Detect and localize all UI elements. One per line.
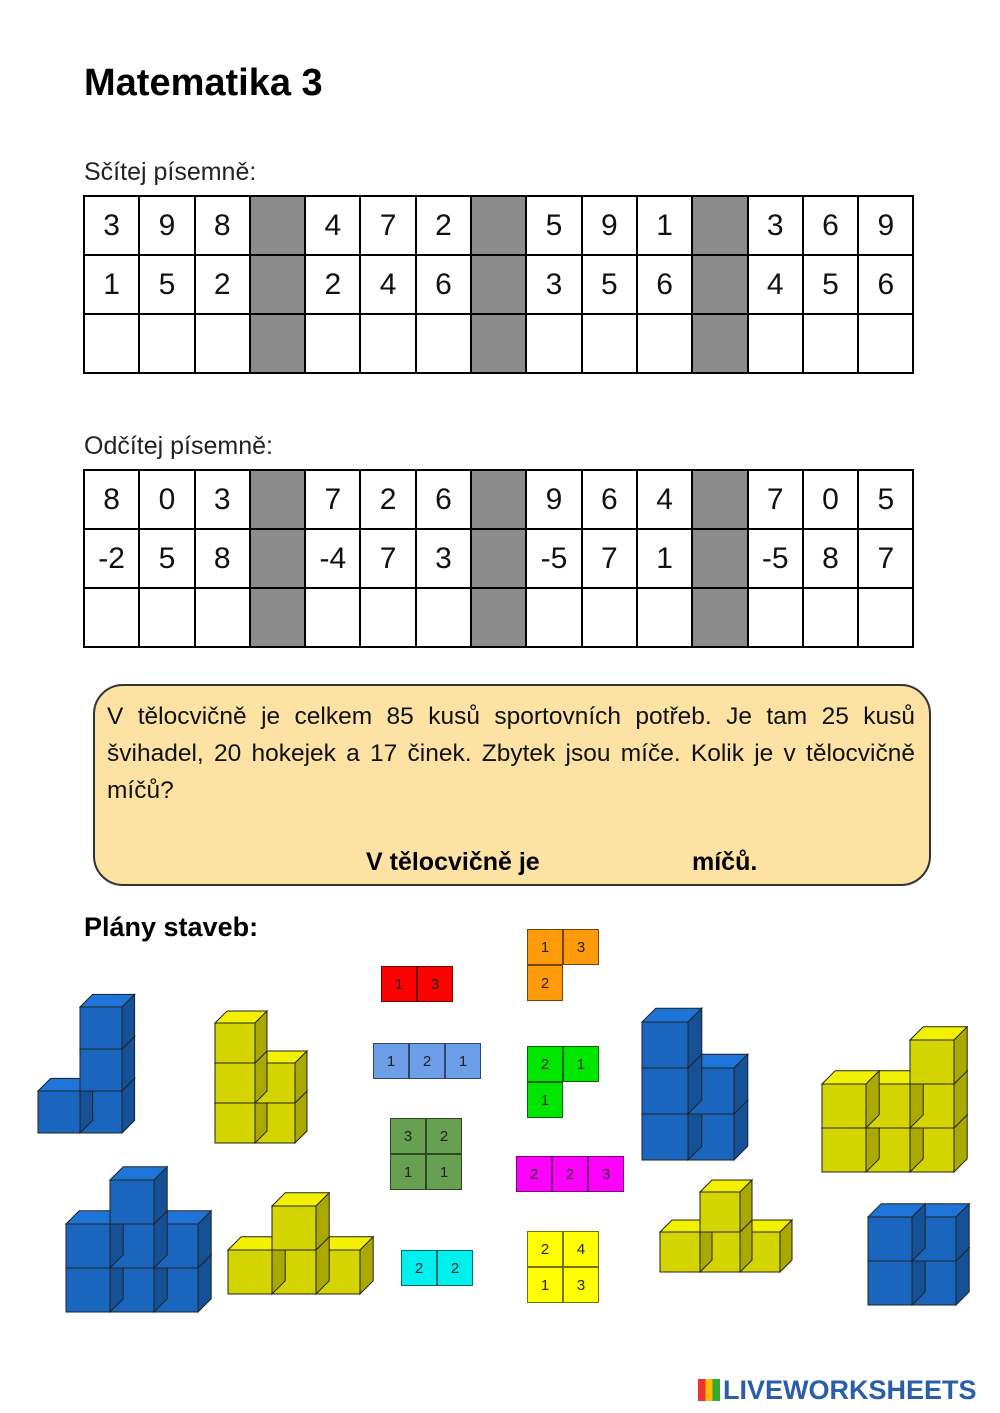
digit-cell: 3 — [748, 196, 803, 255]
plan-cell: 4 — [563, 1231, 599, 1267]
cube-face — [822, 1084, 866, 1128]
plan-cell: 1 — [390, 1154, 426, 1190]
digit-cell: 1 — [84, 255, 139, 314]
digit-cell: 3 — [84, 196, 139, 255]
cube-face — [110, 1180, 154, 1224]
plan-cell: 1 — [445, 1043, 481, 1079]
answer-suffix: míčů. — [692, 848, 758, 876]
plan-cell: 2 — [437, 1250, 473, 1286]
digit-cell: 9 — [582, 196, 637, 255]
digit-cell: 4 — [305, 196, 360, 255]
digit-cell: -5 — [526, 529, 581, 588]
plan-cell: 1 — [381, 966, 417, 1002]
cube-face — [80, 1049, 122, 1091]
digit-cell: 8 — [195, 196, 250, 255]
digit-cell: -5 — [748, 529, 803, 588]
cube-face — [642, 1068, 688, 1114]
plan-cell: 1 — [527, 1082, 563, 1118]
cube-face — [868, 1217, 912, 1261]
plan-cell: 1 — [373, 1043, 409, 1079]
page-title: Matematika 3 — [84, 62, 323, 104]
cube-face — [80, 1007, 122, 1049]
digit-cell: 9 — [526, 470, 581, 529]
cube-face — [910, 1040, 954, 1084]
digit-cell: 2 — [360, 470, 415, 529]
plan-cell: 2 — [527, 965, 563, 1001]
cube-face — [700, 1192, 740, 1232]
digit-cell: 6 — [582, 470, 637, 529]
plan-cell: 2 — [401, 1250, 437, 1286]
digit-cell: 5 — [526, 196, 581, 255]
cube-face — [660, 1232, 700, 1272]
cube-face — [66, 1268, 110, 1312]
plan-cell: 2 — [552, 1156, 588, 1192]
plan-cell: 1 — [563, 1046, 599, 1082]
digit-cell: 6 — [637, 255, 692, 314]
digit-cell: 7 — [748, 470, 803, 529]
cube-building — [822, 1027, 967, 1172]
plan-cell: 3 — [417, 966, 453, 1002]
cube-building — [66, 1167, 211, 1312]
addition-label: Sčítej písemně: — [84, 158, 257, 186]
digit-cell: 6 — [803, 196, 858, 255]
subtraction-label: Odčítej písemně: — [84, 432, 273, 460]
plan-cell: 3 — [390, 1118, 426, 1154]
plan-cell: 1 — [426, 1154, 462, 1190]
digit-cell: 1 — [637, 529, 692, 588]
cube-face — [215, 1063, 255, 1103]
cube-face — [642, 1114, 688, 1160]
plan-cell: 2 — [527, 1231, 563, 1267]
plan-cell: 3 — [588, 1156, 624, 1192]
digit-cell: 8 — [84, 470, 139, 529]
cube-building — [38, 994, 135, 1133]
cube-face — [822, 1128, 866, 1172]
digit-cell: 1 — [637, 196, 692, 255]
plan-cell: 1 — [527, 1267, 563, 1303]
plan-cell: 2 — [409, 1043, 445, 1079]
plan-cell: 1 — [527, 929, 563, 965]
cube-building — [868, 1204, 969, 1305]
cube-face — [215, 1103, 255, 1143]
word-problem-text: V tělocvičně je celkem 85 kusů sportovních potřeb. Je tam 25 kusů švihadel, 20 hokejek a 17 činek. Zbytek jsou míče. Kolik je v tělocvičně míčů? — [107, 703, 915, 804]
plan-cell: 2 — [426, 1118, 462, 1154]
digit-cell: 5 — [582, 255, 637, 314]
cube-face — [272, 1206, 316, 1250]
digit-cell: 4 — [360, 255, 415, 314]
digit-cell: -4 — [305, 529, 360, 588]
cube-face — [38, 1091, 80, 1133]
digit-cell: 2 — [416, 196, 471, 255]
digit-cell: 0 — [139, 470, 194, 529]
digit-cell: 3 — [416, 529, 471, 588]
cube-building — [228, 1193, 373, 1294]
cube-face — [215, 1023, 255, 1063]
digit-cell: 3 — [526, 255, 581, 314]
answer-prefix: V tělocvičně je — [366, 848, 540, 876]
digit-cell: 4 — [637, 470, 692, 529]
liveworksheets-logo: LIVEWORKSHEETS — [698, 1375, 977, 1406]
digit-cell: 4 — [748, 255, 803, 314]
digit-cell: 7 — [305, 470, 360, 529]
cube-face — [66, 1224, 110, 1268]
digit-cell: 6 — [858, 255, 913, 314]
digit-cell: 3 — [195, 470, 250, 529]
digit-cell: 6 — [416, 255, 471, 314]
digit-cell: -2 — [84, 529, 139, 588]
plan-cell: 3 — [563, 929, 599, 965]
digit-cell: 2 — [305, 255, 360, 314]
digit-cell: 9 — [858, 196, 913, 255]
digit-cell: 9 — [139, 196, 194, 255]
digit-cell: 8 — [195, 529, 250, 588]
digit-cell: 6 — [416, 470, 471, 529]
digit-cell: 7 — [360, 529, 415, 588]
digit-cell: 7 — [360, 196, 415, 255]
digit-cell: 5 — [803, 255, 858, 314]
digit-cell: 7 — [582, 529, 637, 588]
digit-cell: 5 — [139, 255, 194, 314]
cube-face — [642, 1022, 688, 1068]
digit-cell: 8 — [803, 529, 858, 588]
plan-cell: 2 — [516, 1156, 552, 1192]
cube-building — [215, 1011, 307, 1143]
cube-building — [642, 1008, 748, 1160]
digit-cell: 2 — [195, 255, 250, 314]
digit-cell: 0 — [803, 470, 858, 529]
cube-face — [868, 1261, 912, 1305]
digit-cell: 7 — [858, 529, 913, 588]
digit-cell: 5 — [139, 529, 194, 588]
plans-title: Plány staveb: — [84, 912, 259, 942]
cube-building — [660, 1180, 792, 1272]
plan-cell: 2 — [527, 1046, 563, 1082]
digit-cell: 5 — [858, 470, 913, 529]
cube-face — [228, 1250, 272, 1294]
plan-cell: 3 — [563, 1267, 599, 1303]
